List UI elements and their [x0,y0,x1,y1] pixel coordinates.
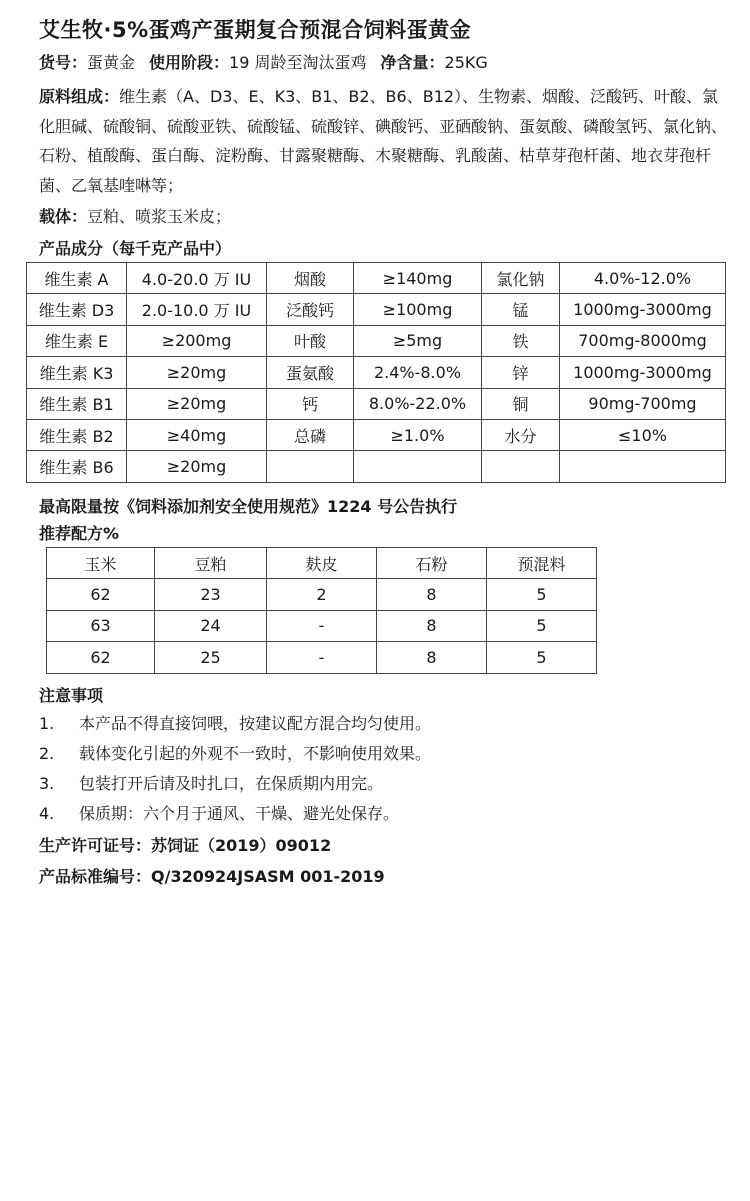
composition-cell: ≤10% [560,419,726,450]
composition-cell: 维生素 B1 [27,388,127,419]
composition-cell: 维生素 B2 [27,419,127,450]
composition-cell: 烟酸 [267,263,354,294]
recipe-cell: - [267,642,377,673]
recipe-cell: 23 [155,579,267,610]
composition-cell: 维生素 K3 [27,357,127,388]
composition-table [26,262,726,483]
composition-cell [482,451,560,482]
composition-cell: 水分 [482,419,560,450]
recipe-row [47,642,597,673]
recipe-cell: 5 [487,642,597,673]
recipe-cell: 62 [47,579,155,610]
composition-cell: 1000mg-3000mg [560,294,726,325]
page-title: 艾生牧·5%蛋鸡产蛋期复合预混合饲料蛋黄金 [39,18,472,42]
recipe-header-cell: 石粉 [377,548,487,579]
composition-cell: 90mg-700mg [560,388,726,419]
composition-cell: 钙 [267,388,354,419]
ingredients-label: 原料组成： [39,87,120,106]
recipe-cell: 62 [47,642,155,673]
recipe-cell: 8 [377,579,487,610]
composition-cell: ≥40mg [127,419,267,450]
carrier-paragraph [39,202,729,232]
composition-cell: ≥1.0% [354,419,482,450]
composition-cell: 泛酸钙 [267,294,354,325]
net-value: 25KG [444,53,488,72]
composition-title: 产品成分（每千克产品中） [39,239,232,258]
composition-row [27,325,726,356]
composition-cell: ≥100mg [354,294,482,325]
composition-cell: 叶酸 [267,325,354,356]
composition-cell: ≥20mg [127,357,267,388]
carrier-text: 豆粕、喷浆玉米皮； [87,207,232,226]
composition-row [27,357,726,388]
recipe-table [46,547,597,674]
composition-cell: ≥200mg [127,325,267,356]
recipe-cell: 8 [377,610,487,641]
recipe-cell: 63 [47,610,155,641]
composition-cell: ≥20mg [127,388,267,419]
ingredients-paragraph [39,82,729,200]
composition-row [27,451,726,482]
composition-cell: 铁 [482,325,560,356]
note-item [39,803,399,825]
composition-row [27,263,726,294]
stage-value: 19 周龄至淘汰蛋鸡 [229,53,367,72]
ingredients-text: 维生素（A、D3、E、K3、B1、B2、B6、B12）、生物素、烟酸、泛酸钙、叶酸、氯化胆碱、硫酸铜、硫酸亚铁、硫酸锰、硫酸锌、碘酸钙、亚硒酸钠、蛋氨酸、磷酸氢钙、氯化钠、石粉、植酸酶、蛋白酶、淀粉酶、甘露聚糖酶、木聚糖酶、乳酸菌、枯草芽孢杆菌、地衣芽孢杆菌、乙氧基喹啉等； [39,87,728,195]
composition-cell [267,451,354,482]
composition-cell: ≥140mg [354,263,482,294]
composition-cell: 1000mg-3000mg [560,357,726,388]
note-text: 包装打开后请及时扎口，在保质期内用完。 [79,774,384,793]
recipe-cell: - [267,610,377,641]
composition-row [27,294,726,325]
recipe-cell: 2 [267,579,377,610]
composition-cell [354,451,482,482]
composition-cell: 2.0-10.0 万 IU [127,294,267,325]
recipe-header-cell: 预混料 [487,548,597,579]
recipe-cell: 8 [377,642,487,673]
note-item [39,743,431,765]
net-label: 净含量： [380,53,445,72]
composition-cell: 4.0-20.0 万 IU [127,263,267,294]
composition-cell: 8.0%-22.0% [354,388,482,419]
recipe-cell: 5 [487,610,597,641]
composition-cell: 锌 [482,357,560,388]
note-item [39,773,383,795]
composition-cell: 维生素 B6 [27,451,127,482]
note-text: 载体变化引起的外观不一致时，不影响使用效果。 [79,744,432,763]
recipe-header-cell: 豆粕 [155,548,267,579]
notes-title: 注意事项 [39,686,104,705]
note-text: 本产品不得直接饲喂，按建议配方混合均匀使用。 [79,714,432,733]
note-number: 1. [39,714,55,733]
recipe-header-cell: 麸皮 [267,548,377,579]
production-license: 生产许可证号：苏饲证（2019）09012 [39,836,332,855]
composition-cell: 总磷 [267,419,354,450]
composition-cell: 维生素 E [27,325,127,356]
recipe-row [47,579,597,610]
recipe-title: 推荐配方% [39,524,120,543]
recipe-cell: 25 [155,642,267,673]
composition-row [27,419,726,450]
stage-label: 使用阶段： [149,53,230,72]
composition-cell: 蛋氨酸 [267,357,354,388]
product-meta-line [39,52,488,74]
product-standard: 产品标准编号：Q/320924JSASM 001-2019 [39,867,385,886]
note-text: 保质期：六个月于通风、干燥、避光处保存。 [79,804,400,823]
carrier-label: 载体： [39,207,88,226]
note-item [39,713,431,735]
composition-cell: 锰 [482,294,560,325]
limit-note: 最高限量按《饲料添加剂安全使用规范》1224 号公告执行 [39,497,458,516]
note-number: 2. [39,744,55,763]
composition-row [27,388,726,419]
code-value: 蛋黄金 [87,53,136,72]
composition-cell: ≥5mg [354,325,482,356]
recipe-header-row [47,548,597,579]
composition-cell: 铜 [482,388,560,419]
code-label: 货号： [39,53,88,72]
composition-cell: 2.4%-8.0% [354,357,482,388]
note-number: 3. [39,774,55,793]
composition-cell: 4.0%-12.0% [560,263,726,294]
composition-cell: 维生素 D3 [27,294,127,325]
composition-cell: 700mg-8000mg [560,325,726,356]
recipe-row [47,610,597,641]
note-number: 4. [39,804,55,823]
composition-cell: 氯化钠 [482,263,560,294]
recipe-cell: 24 [155,610,267,641]
composition-cell: 维生素 A [27,263,127,294]
composition-cell [560,451,726,482]
composition-cell: ≥20mg [127,451,267,482]
recipe-header-cell: 玉米 [47,548,155,579]
recipe-cell: 5 [487,579,597,610]
